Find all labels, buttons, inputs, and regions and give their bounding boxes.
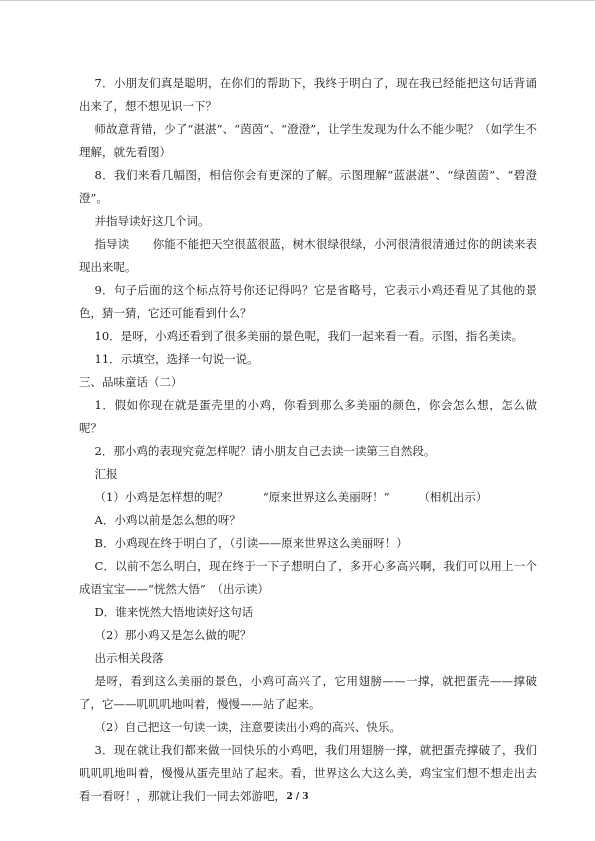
page-number: 2 / 3	[286, 792, 309, 802]
paragraph: 是呀，看到这么美丽的景色，小鸡可高兴了，它用翅膀——一撑，就把蛋壳——撑破了，它——叽叽叽地叫着，慢慢——站了起来。	[79, 674, 537, 711]
paragraph: A．小鸡以前是怎么想的呀？	[94, 513, 241, 527]
paragraph: 1．假如你现在就是蛋壳里的小鸡，你看到那么多美丽的颜色，你会怎么想，怎么做呢？	[79, 398, 537, 435]
paragraph: 9．句子后面的这个标点符号你还记得吗？它是省略号，它表示小鸡还看见了其他的景色，猜一猜，它还可能看到什么？	[79, 283, 537, 320]
top-border-line	[0, 0, 595, 1]
paragraph: B．小鸡现在终于明白了，（引读——原来世界这么美丽呀！）	[94, 536, 408, 550]
paragraph: C．以前不怎么明白，现在终于一下子想明白了，多开心多高兴啊，我们可以用上一个成语宝宝——“恍然大悟” （出示读）	[79, 559, 537, 596]
paragraph: （2）那小鸡又是怎么做的呢？	[94, 628, 252, 642]
paragraph: 11．示填空，选择一句说一说。	[94, 352, 259, 366]
paragraph: 并指导读好这几个词。	[94, 214, 210, 228]
paragraph: 10．是呀，小鸡还看到了很多美丽的景色呢，我们一起来看一看。示图，指名美读。	[94, 329, 524, 343]
paragraph: 3．现在就让我们都来做一回快乐的小鸡吧，我们用翅膀一撑，就把蛋壳撑破了，我们叽叽叽地叫着，慢慢从蛋壳里站了起来。看，世界这么大这么美，鸡宝宝们想不想走出去看一看呀！，那就让我们一同去郊游吧，	[79, 743, 537, 803]
paragraph: 7．小朋友们真是聪明，在你们的帮助下，我终于明白了，现在我已经能把这句话背诵出来了，想不想见识一下？	[79, 76, 537, 113]
paragraph: 汇报	[94, 467, 118, 481]
document-body	[79, 72, 537, 808]
paragraph: （2）自己把这一句读一读，注意要读出小鸡的高兴、快乐。	[94, 720, 401, 734]
paragraph: 8．我们来看几幅图，相信你会有更深的了解。示图理解“蓝湛湛”、“绿茵茵”、“碧澄澄”。	[79, 168, 537, 205]
paragraph: D．谁来恍然大悟地读好这句话	[94, 605, 254, 619]
section-heading: 三、品味童话（二）	[79, 375, 183, 389]
paragraph: （1）小鸡是怎样想的呢？ “原来世界这么美丽呀！” （相机出示）	[94, 490, 488, 504]
paragraph: 指导读 你能不能把天空很蓝很蓝，树木很绿很绿，小河很清很清通过你的朗读来表现出来呢。	[79, 237, 537, 274]
paragraph: 2．那小鸡的表现究竟怎样呢？请小朋友自己去读一读第三自然段。	[94, 444, 436, 458]
paragraph: 出示相关段落	[94, 651, 164, 665]
paragraph: 师故意背错，少了“湛湛”、“茵茵”、“澄澄”，让学生发现为什么不能少呢？（如学生不理解，就先看图）	[79, 122, 537, 159]
